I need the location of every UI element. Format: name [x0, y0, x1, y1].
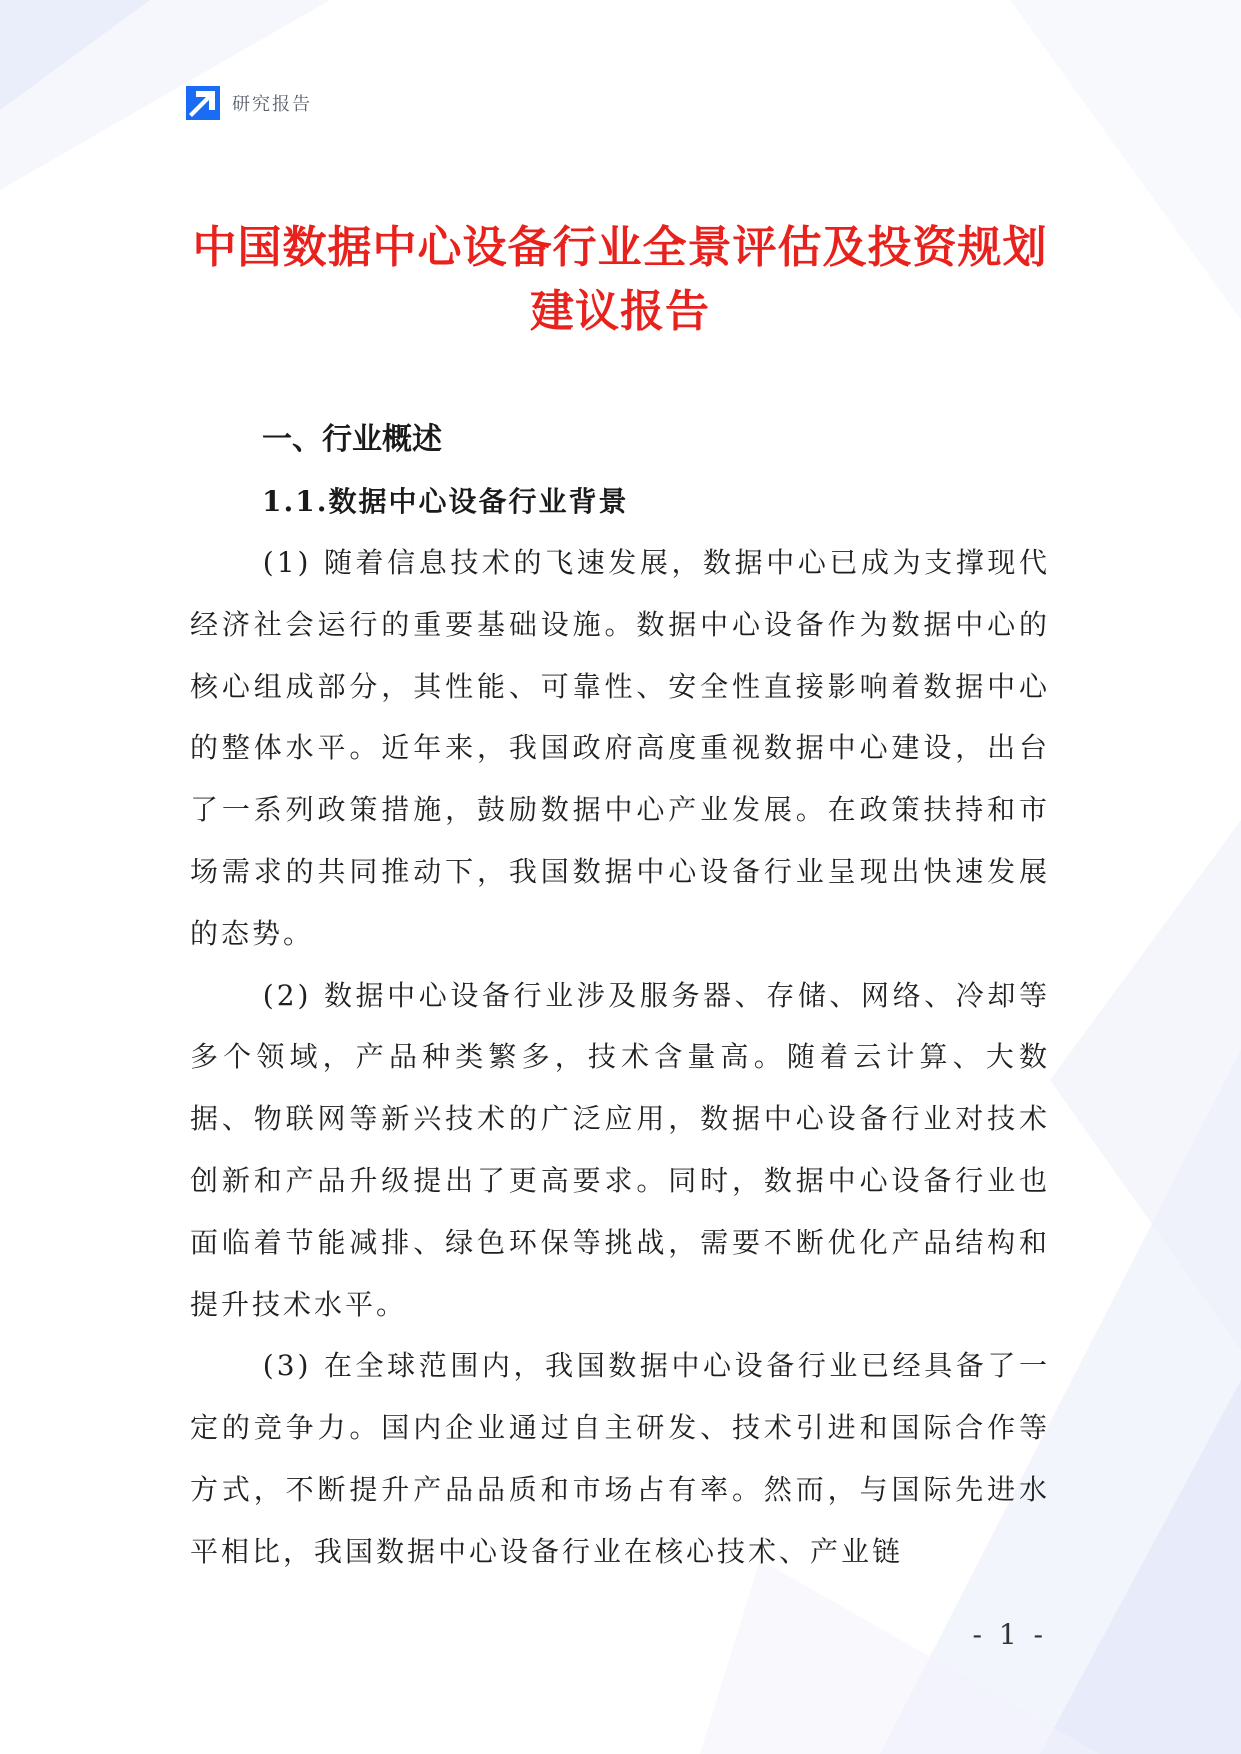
document-title: 中国数据中心设备行业全景评估及投资规划建议报告 [192, 222, 1048, 337]
arrow-up-right-icon [186, 86, 220, 120]
body-paragraph-2: (2) 数据中心设备行业涉及服务器、存储、网络、冷却等多个领域，产品种类繁多，技术含量高。随着云计算、大数据、物联网等新兴技术的广泛应用，数据中心设备行业对技术创新和产品升级提出了更高要求。同时，数据中心设备行业也面临着节能减排、绿色环保等挑战，需要不断优化产品结构和提升技术水平。 [190, 978, 1050, 1321]
document-body [190, 532, 1050, 1583]
body-paragraph-3: (3) 在全球范围内，我国数据中心设备行业已经具备了一定的竞争力。国内企业通过自主研发、技术引进和国际合作等方式，不断提升产品品质和市场占有率。然而，与国际先进水平相比，我国数据中心设备行业在核心技术、产业链 [190, 1349, 1050, 1568]
section-heading: 一、行业概述 [262, 422, 442, 457]
page-number: - 1 - [972, 1618, 1047, 1651]
subsection-heading: 1.1.数据中心设备行业背景 [262, 485, 629, 518]
report-type-label: 研究报告 [232, 94, 312, 115]
report-header [186, 86, 312, 120]
body-paragraph-1: (1) 随着信息技术的飞速发展，数据中心已成为支撑现代经济社会运行的重要基础设施。数据中心设备作为数据中心的核心组成部分，其性能、可靠性、安全性直接影响着数据中心的整体水平。近年来，我国政府高度重视数据中心建设，出台了一系列政策措施，鼓励数据中心产业发展。在政策扶持和市场需求的共同推动下，我国数据中心设备行业呈现出快速发展的态势。 [190, 546, 1050, 950]
